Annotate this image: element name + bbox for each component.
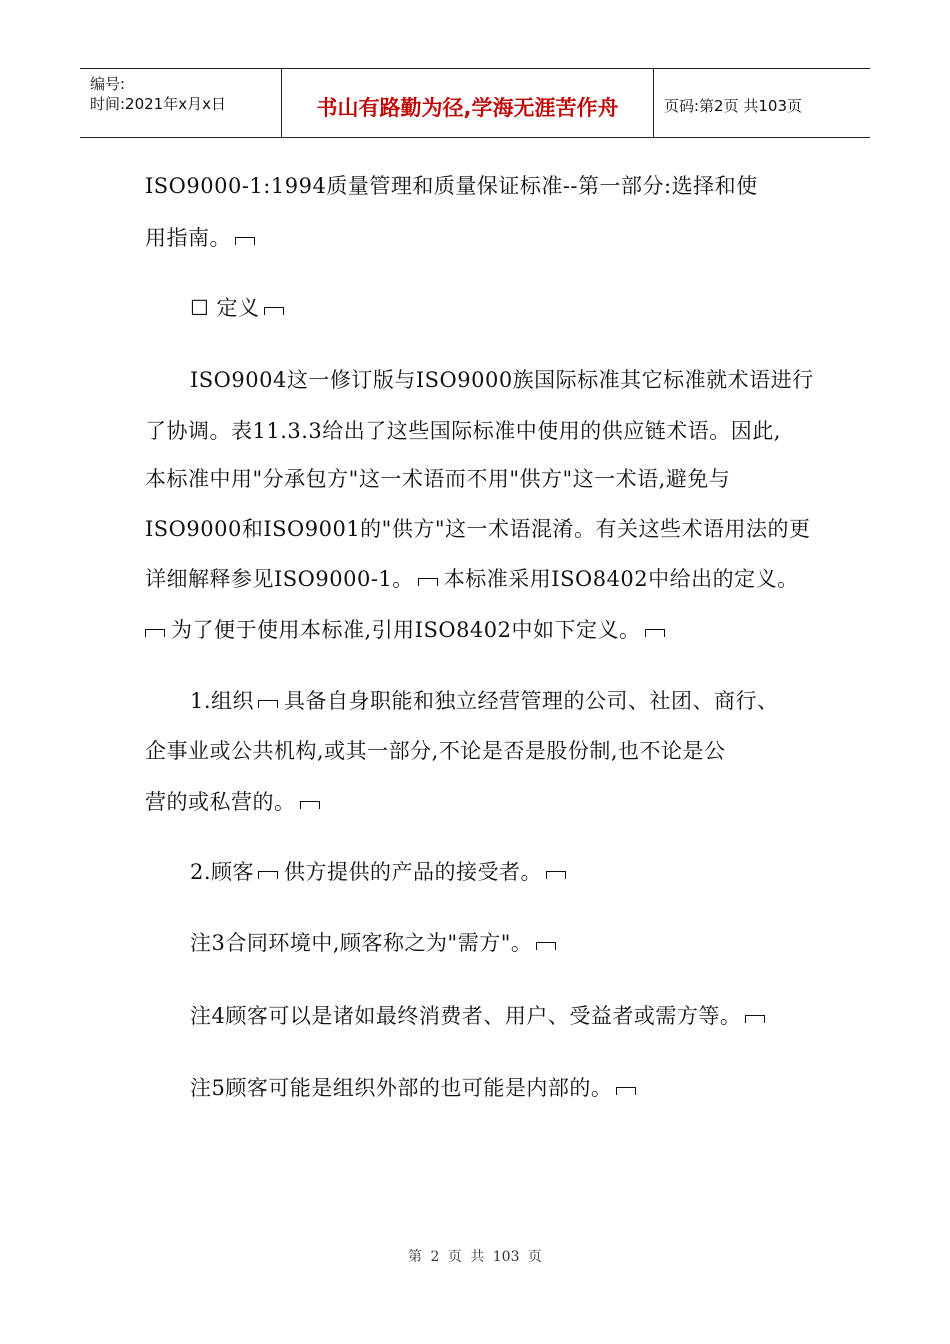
paragraph-mark-icon — [616, 1087, 636, 1095]
header-motto-cell — [282, 69, 654, 137]
paragraph-mark-icon — [745, 1015, 765, 1023]
page-header — [80, 68, 870, 138]
paragraph-mark-icon — [264, 307, 284, 315]
paragraph-line: 企事业或公共机构,或其一部分,不论是否是股份制,也不论是公 — [145, 739, 726, 763]
paragraph-line: 营的或私营的。 — [145, 776, 326, 828]
document-number-label: 编号: — [90, 75, 126, 93]
paragraph-line: ISO9000-1:1994质量管理和质量保证标准--第一部分:选择和使 — [145, 174, 758, 198]
header-meta-cell — [80, 69, 282, 137]
paragraph-line: ISO9000和ISO9001的"供方"这一术语混淆。有关这些术语用法的更 — [145, 517, 811, 541]
note-line: 注4顾客可以是诸如最终消费者、用户、受益者或需方等。 — [190, 990, 771, 1042]
document-date-label: 时间:2021年x月x日 — [90, 95, 226, 113]
paragraph-line: 详细解释参见ISO9000-1。 本标准采用ISO8402中给出的定义。 — [145, 567, 799, 591]
paragraph-line: 本标准中用"分承包方"这一术语而不用"供方"这一术语,避免与 — [145, 467, 731, 491]
paragraph-mark-icon — [418, 578, 438, 586]
paragraph-line: 了协调。表11.3.3给出了这些国际标准中使用的供应链术语。因此, — [145, 419, 781, 443]
header-page-number: 页码:第2页 共103页 — [664, 97, 802, 115]
paragraph-mark-icon — [235, 237, 255, 245]
page-footer: 第 2 页 共 103 页 — [408, 1249, 542, 1265]
paragraph-line: 2.顾客 供方提供的产品的接受者。 — [190, 846, 572, 898]
note-line: 注5顾客可能是组织外部的也可能是内部的。 — [190, 1062, 642, 1114]
note-line: 注3合同环境中,顾客称之为"需方"。 — [190, 917, 562, 969]
paragraph-line: 用指南。 — [145, 212, 261, 264]
paragraph-line: 为了便于使用本标准,引用ISO8402中如下定义。 — [145, 604, 671, 656]
paragraph-mark-icon — [258, 700, 278, 708]
header-page-cell — [654, 69, 870, 137]
section-heading: ☐ 定义 — [190, 282, 290, 334]
paragraph-mark-icon — [645, 629, 665, 637]
paragraph-mark-icon — [258, 871, 278, 879]
header-motto: 书山有路勤为径,学海无涯苦作舟 — [316, 96, 619, 120]
paragraph-mark-icon — [546, 871, 566, 879]
paragraph-mark-icon — [536, 942, 556, 950]
paragraph-line: 1.组织 具备自身职能和独立经营管理的公司、社团、商行、 — [190, 689, 779, 713]
paragraph-mark-icon — [145, 629, 165, 637]
paragraph-line: ISO9004这一修订版与ISO9000族国际标准其它标准就术语进行 — [190, 368, 814, 392]
paragraph-mark-icon — [300, 801, 320, 809]
